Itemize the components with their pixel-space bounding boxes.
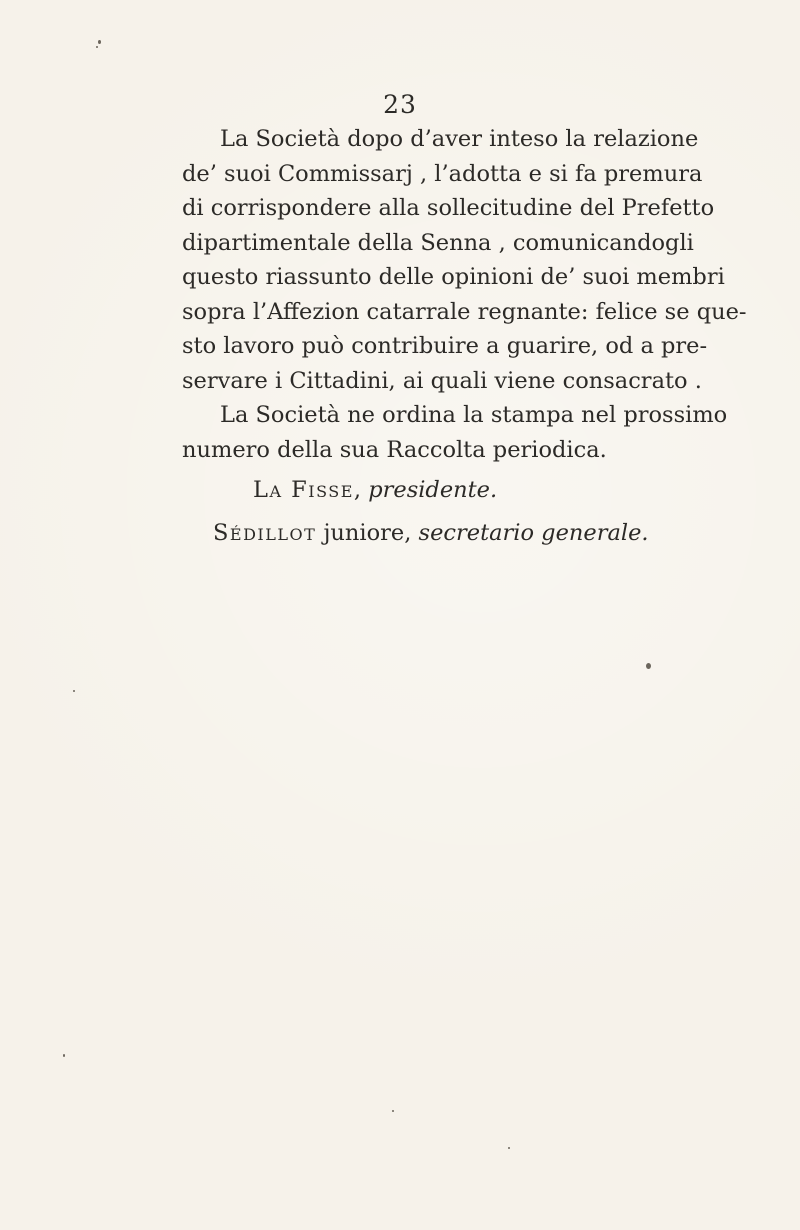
text-line: servare i Cittadini, ai quali viene consacrato . <box>182 367 702 394</box>
speck <box>63 1054 65 1057</box>
body-paragraph <box>182 122 747 467</box>
text-line: de’ suoi Commissarj , l’adotta e si fa premura <box>182 160 703 187</box>
text-line: sopra l’Affezion catarrale regnante: felice se que- <box>182 298 747 325</box>
text-line: dipartimentale della Senna , comunicandogli <box>182 229 694 256</box>
secretary-qualifier: juniore, <box>323 520 412 546</box>
speck <box>73 690 75 692</box>
text-line: questo riassunto delle opinioni de’ suoi membri <box>182 264 725 290</box>
text-line: sto lavoro può contribuire a guarire, od a pre- <box>182 333 708 359</box>
text-line: La Società dopo d’aver inteso la relazione <box>220 126 699 152</box>
secretary-name: Sédillot <box>213 520 317 546</box>
text-line: di corrispondere alla sollecitudine del Prefetto <box>182 195 715 221</box>
speck <box>96 46 98 48</box>
text-line: numero della sua Raccolta periodica. <box>182 436 607 463</box>
speck <box>98 40 101 44</box>
speck <box>508 1147 510 1149</box>
page-number: 23 <box>383 90 417 119</box>
president-title: presidente. <box>368 477 498 503</box>
speck <box>646 663 651 669</box>
secretary-title: secretario generale. <box>418 520 649 546</box>
secretary-signature <box>213 520 649 546</box>
speck <box>392 1110 394 1112</box>
president-signature <box>253 477 497 503</box>
text-line: La Società ne ordina la stampa nel prossimo <box>220 402 728 428</box>
signature-comma: , <box>353 477 369 503</box>
president-name: La Fisse <box>253 477 354 503</box>
